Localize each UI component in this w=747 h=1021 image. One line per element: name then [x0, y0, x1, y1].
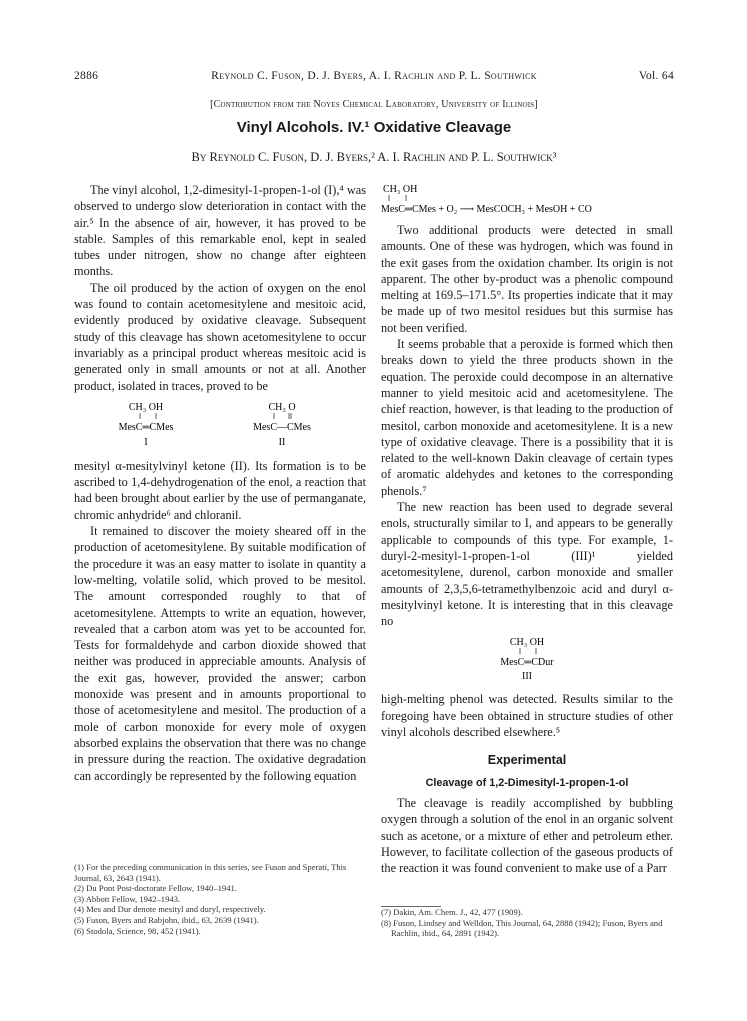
- footnote: (6) Stodola, Science, 98, 452 (1941).: [74, 925, 201, 936]
- paragraph: high-melting phenol was detected. Results similar to the foregoing have been obtained in structure studies of other vinyl alcohols described elsewhere.⁵: [381, 692, 673, 740]
- left-column: [74, 182, 366, 784]
- footnote: (2) Du Pont Post-doctorate Fellow, 1940–1941.: [74, 883, 237, 894]
- paragraph: The vinyl alcohol, 1,2-dimesityl-1-propen-1-ol (I),⁴ was observed to undergo slow deterioration in contact with the air.⁵ In the absence of air, however, it has proved to be stable. Samples of this remarkable enol, kept in sealed tubes under nitrogen, show no change after eighteen months.: [74, 183, 366, 279]
- paragraph: The new reaction has been used to degrade several enols, structurally similar to I, and appears to be generally applicable to compounds of this type. For example, 1-duryl-2-mesityl-1-propen-1-ol (III)¹ yielded acetomesitylene, durenol, carbon monoxide and smaller amounts of 2,3,5,6-tetramethylbenzoic acid and duryl α-mesitylvinyl ketone. It is interesting that in this cleavage no: [381, 500, 673, 629]
- paragraph: It seems probable that a peroxide is formed which then breaks down to yield the three products shown in the equation. The peroxide could decompose in an alternative manner to yield mesitoic acid and acetomesitylene. The chief reaction, however, is that leading to the production of mesitol, carbon monoxide and acetomesitylene. It is a new type of oxidative cleavage. There is a possibility that it is related to the well-known Dakin cleavage of certain types of aromatic aldehydes and ketones to the corresponding phenols.⁷: [381, 337, 673, 498]
- running-head: [74, 70, 674, 86]
- equation-diagram: [381, 182, 673, 216]
- equation-main: MesC═CMes + O₂ ⟶ MesCOCH₃ + MesOH + CO: [381, 204, 592, 215]
- page-number: 2886: [74, 70, 99, 82]
- article-title: Vinyl Alcohols. IV.¹ Oxidative Cleavage: [236, 119, 512, 136]
- formula-III-main: MesC═CDur: [500, 657, 554, 669]
- structures-I-II: [74, 400, 366, 452]
- experimental-subheading: Cleavage of 1,2-Dimesityl-1-propen-1-ol: [425, 776, 629, 789]
- footnote: (1) For the preceding communication in this series, see Fuson and Sperati, This Journal, 63, 2643 (1941).: [74, 862, 347, 883]
- structure-diagram: [381, 635, 673, 685]
- paragraph: mesityl α-mesitylvinyl ketone (II). Its formation is to be ascribed to 1,4-dehydrogenation of the enol, a reaction that had been brought about earlier by the use of permanganate, chromic anhydride⁶ and chloranil.: [74, 458, 366, 522]
- footnotes-left: [74, 862, 366, 936]
- paragraph: Two additional products were detected in small amounts. One of these was hydrogen, which was found in the exit gases from the oxidation chamber. Its origin is not apparent. The other by-product was a phenolic compound melting at 169.5–171.5°. Its properties indicate that it may be made up of two mesitol residues but this surmise has not been verified.: [381, 223, 673, 335]
- right-column: [381, 182, 673, 876]
- footnotes-right: [381, 906, 673, 939]
- byline: By Reynold C. Fuson, D. J. Byers,² A. I. Rachlin and P. L. Southwick³: [191, 150, 557, 164]
- structure-III: [381, 635, 673, 685]
- paragraph: The oil produced by the action of oxygen on the enol was found to contain acetomesitylene and mesitoic acid, evidently produced by oxidative cleavage. Subsequent study of this cleavage has shown acetomesitylene to occur invariably as a principal product whereas mesitoic acid is generated only in small amounts or not at all. Another product, isolated in traces, proved to be: [74, 280, 366, 393]
- footnote: (8) Fuson, Lindsey and Welldon, This Journal, 64, 2888 (1942); Fuson, Byers and Rachlin, ibid., 64, 2891 (1942).: [381, 917, 663, 939]
- footnote: (4) Mes and Dur denote mesityl and duryl, respectively.: [74, 904, 266, 915]
- equation-top: CH₃ OH: [383, 184, 418, 195]
- formula-I-main: MesC═CMes: [118, 421, 174, 433]
- footnote: (3) Abbott Fellow, 1942–1943.: [74, 893, 181, 904]
- footnote: (5) Fuson, Byers and Rabjohn, ibid., 63, 2639 (1941).: [74, 914, 259, 925]
- structure-diagram: [74, 400, 366, 452]
- contribution-line: [Contribution from the Noyes Chemical Laboratory, University of Illinois]: [210, 99, 538, 110]
- formula-III-label: III: [522, 671, 532, 683]
- volume-label: Vol. 64: [638, 70, 674, 82]
- formula-II-top: CH₃ O: [268, 401, 296, 413]
- formula-II-label: II: [278, 436, 286, 448]
- oxidation-equation: [381, 182, 673, 216]
- formula-I-top: CH₃ OH: [128, 401, 164, 413]
- paragraph: It remained to discover the moiety sheared off in the production of acetomesitylene. By suitable modification of the procedure it was an easy matter to isolate in quantity a low-melting, volatile solid, which proved to be mesitol. The amount corresponded roughly to that of acetomesitylene. Attempts to write an equation, however, revealed that a carbon atom was yet to be accounted for. Tests for formaldehyde and carbon dioxide showed that neither was produced in appreciable amounts. Analysis of the exit gas, however, provided the answer; carbon monoxide was present and in amounts proportional to those of acetomesitylene and mesitol. The production of a mole of carbon monoxide for every mole of oxygen absorbed explains the observation that there was no change in pressure during the reaction. The oxidative degradation can accordingly be represented by the following equation: [74, 524, 366, 783]
- formula-III-top: CH₃ OH: [509, 637, 545, 649]
- running-head-authors: Reynold C. Fuson, D. J. Byers, A. I. Rachlin and P. L. Southwick: [211, 70, 537, 82]
- footnote: (7) Dakin, Am. Chem. J., 42, 477 (1909).: [381, 907, 523, 917]
- formula-I-label: I: [144, 436, 148, 448]
- experimental-heading: Experimental: [487, 753, 567, 768]
- paragraph: The cleavage is readily accomplished by bubbling oxygen through a solution of the enol in an organic solvent such as acetone, or a mixture of ether and petroleum ether. However, to facilitate collection of the gaseous products of the reaction it was found convenient to make use of a Parr: [381, 795, 673, 876]
- formula-II-main: MesC—CMes: [253, 421, 311, 433]
